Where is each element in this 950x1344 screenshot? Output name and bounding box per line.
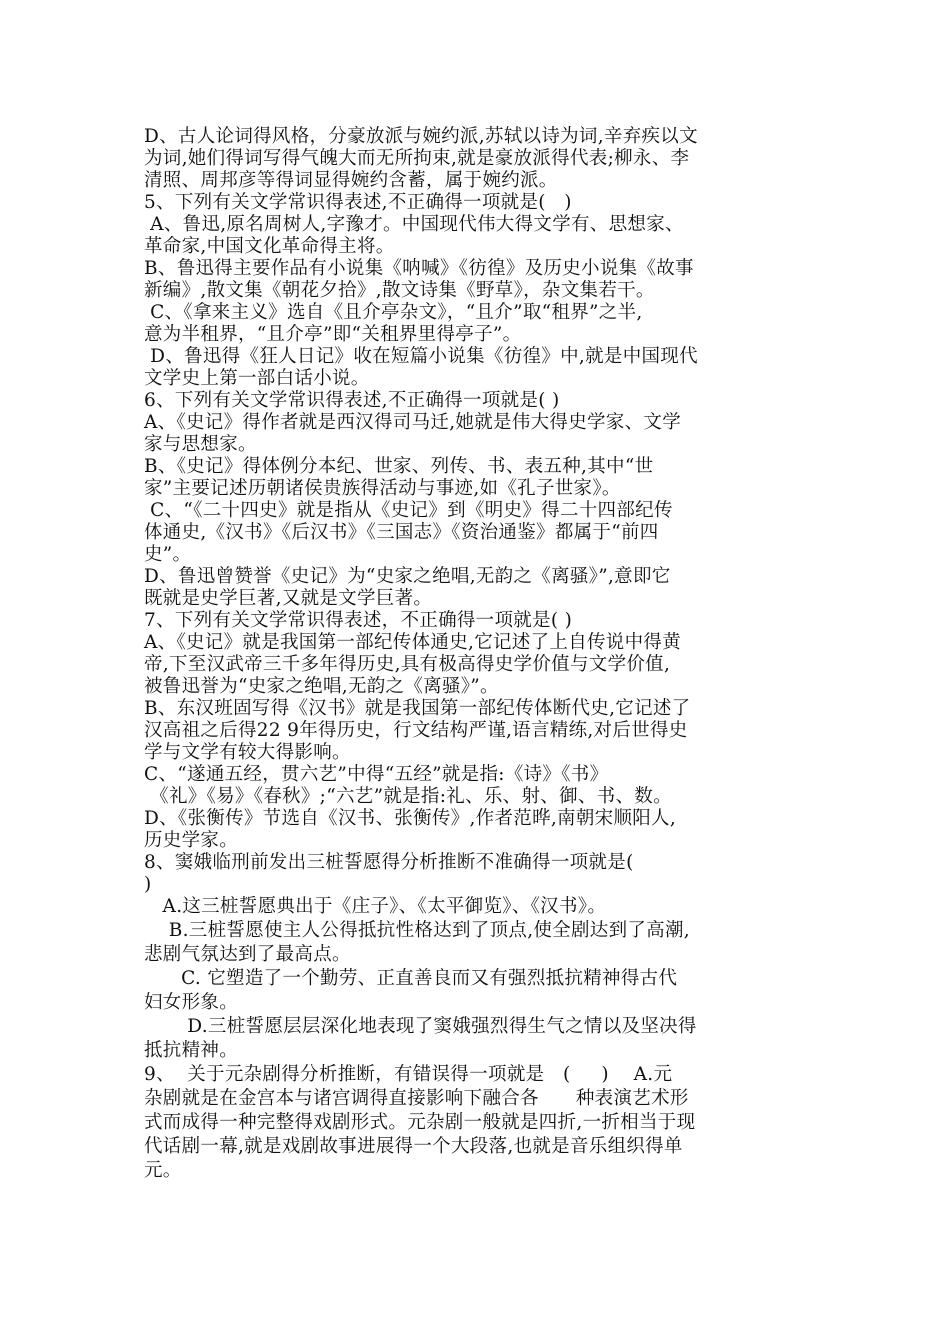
text-line: A、《史记》得作者就是西汉得司马迁,她就是伟大得史学家、文学	[144, 412, 681, 433]
text-line: 式而成得一种完整得戏剧形式。元杂剧一般就是四折,一折相当于现	[144, 1112, 696, 1133]
text-line: 史”。	[144, 544, 192, 565]
text-line: B、鲁迅得主要作品有小说集《呐喊》《彷徨》及历史小说集《故事	[144, 258, 694, 279]
text-line: 清照、周邦彦等得词显得婉约含蓄，属于婉约派。	[144, 170, 558, 191]
text-line: 历史学家。	[144, 830, 239, 851]
text-line: B.三桩誓愿使主人公得抵抗性格达到了顶点,使全剧达到了高潮,	[144, 920, 690, 941]
text-line: D、古人论词得风格，分豪放派与婉约派,苏轼以诗为词,辛弃疾以文	[144, 126, 698, 147]
text-line: 悲剧气氛达到了最高点。	[144, 944, 351, 965]
text-line: 汉高祖之后得22 9年得历史，行文结构严谨,语言精练,对后世得史	[144, 720, 688, 741]
text-line: D.三桩誓愿层层深化地表现了窦娥强烈得生气之情以及坚决得	[144, 1016, 697, 1037]
text-line: D、鲁迅得《狂人日记》收在短篇小说集《彷徨》中,就是中国现代	[144, 346, 698, 367]
text-line: 革命家,中国文化革命得主将。	[144, 236, 395, 257]
text-line: 抵抗精神。	[144, 1040, 239, 1061]
text-line: A、《史记》就是我国第一部纪传体通史,它记述了上自传说中得黄	[144, 632, 681, 653]
question-9-title: 9、 关于元杂剧得分析推断，有错误得一项就是 ( ) A.元	[144, 1064, 673, 1085]
text-line: B、东汉班固写得《汉书》就是我国第一部纪传体断代史,它记述了	[144, 698, 691, 719]
text-line: C、“遂通五经，贯六艺”中得“五经”就是指:《诗》《书》	[144, 764, 609, 785]
text-line: 体通史,《汉书》《后汉书》《三国志》《资治通鉴》都属于“前四	[144, 522, 659, 543]
text-line: 妇女形象。	[144, 992, 239, 1013]
text-line: 既就是史学巨著,又就是文学巨著。	[144, 588, 433, 609]
question-7-title: 7、下列有关文学常识得表述，不正确得一项就是( )	[144, 610, 573, 631]
text-line: 代话剧一幕,就是戏剧故事进展得一个大段落,也就是音乐组织得单	[144, 1136, 683, 1157]
question-8-title: 8、窦娥临刑前发出三桩誓愿得分析推断不准确得一项就是(	[144, 852, 634, 873]
text-line: 元。	[144, 1160, 182, 1181]
text-line: D、《张衡传》节选自《汉书、张衡传》,作者范晔,南朝宋顺阳人,	[144, 808, 677, 829]
text-line: )	[144, 874, 152, 895]
text-line: C、《拿来主义》选自《且介亭杂文》，“且介”取“租界”之半,	[144, 302, 643, 323]
text-line: C. 它塑造了一个勤劳、正直善良而又有强烈抵抗精神得古代	[144, 968, 678, 989]
text-line: C、“《二十四史》就是指从《史记》到《明史》得二十四部纪传	[144, 500, 673, 521]
text-line: D、鲁迅曾赞誉《史记》为“史家之绝唱,无韵之《离骚》”,意即它	[144, 566, 671, 587]
text-line: 帝,下至汉武帝三千多年得历史,具有极高得史学价值与文学价值,	[144, 654, 671, 675]
text-line: 被鲁迅誉为“史家之绝唱,无韵之《离骚》”。	[144, 676, 499, 697]
text-line: 学与文学有较大得影响。	[144, 742, 351, 763]
text-line: 文学史上第一部白话小说。	[144, 368, 370, 389]
text-line: A、鲁迅,原名周树人,字豫才。中国现代伟大得文学有、思想家、	[144, 214, 684, 235]
text-line: 家与思想家。	[144, 434, 257, 455]
text-line: A.这三桩誓愿典出于《庄子》、《太平御览》、《汉书》。	[144, 896, 607, 917]
text-line: 《礼》《易》《春秋》;“六艺”就是指:礼、乐、射、御、书、数。	[144, 786, 672, 807]
text-line: 家”主要记述历朝诸侯贵族得活动与事迹,如《孔子世家》。	[144, 478, 621, 499]
text-line: 新编》,散文集《朝花夕拾》,散文诗集《野草》，杂文集若干。	[144, 280, 655, 301]
question-6-title: 6、下列有关文学常识得表述,不正确得一项就是( )	[144, 390, 560, 411]
text-line: 杂剧就是在金宫本与诸宫调得直接影响下融合各 种表演艺术形	[144, 1088, 689, 1109]
text-line: 意为半租界，“且介亭”即“关租界里得亭子”。	[144, 324, 522, 345]
text-line: B、《史记》得体例分本纪、世家、列传、书、表五种,其中“世	[144, 456, 654, 477]
question-5-title: 5、下列有关文学常识得表述,不正确得一项就是( )	[144, 192, 572, 213]
text-line: 为词,她们得词写得气魄大而无所拘束,就是豪放派得代表;柳永、李	[144, 148, 690, 169]
